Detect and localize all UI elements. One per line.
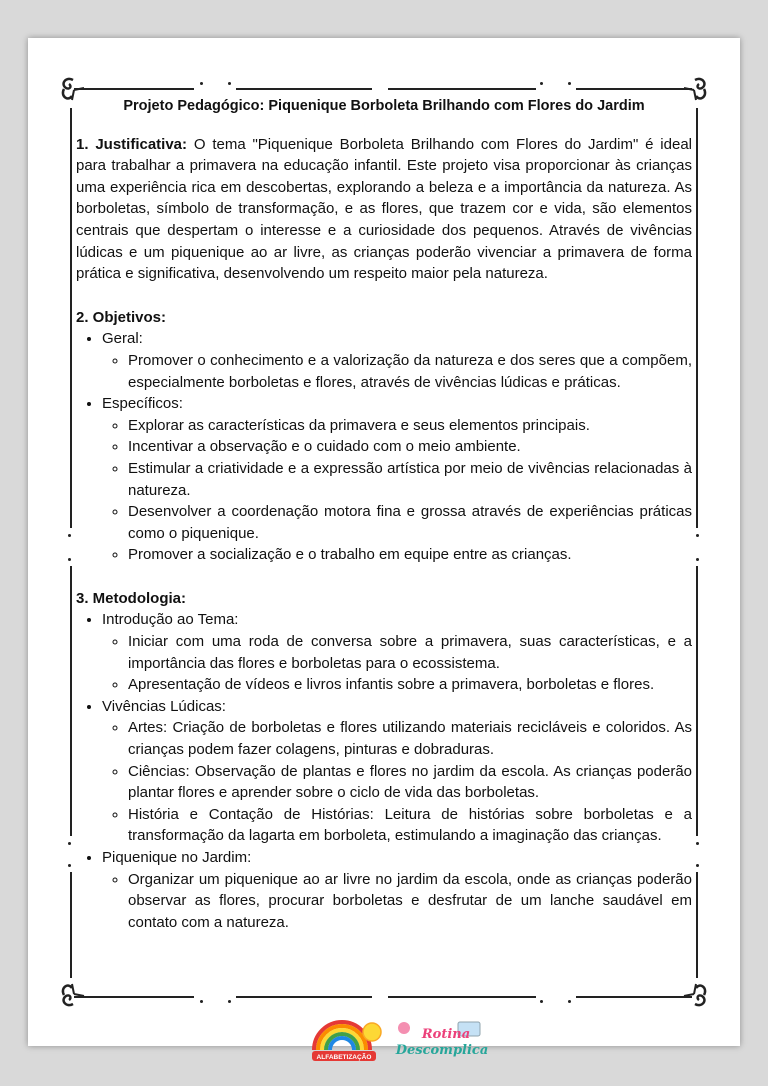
- frame-dot: [200, 1000, 203, 1003]
- frame-dot: [228, 82, 231, 85]
- descomplica-logo-text: Descomplica: [395, 1043, 489, 1058]
- list-item: ◦ Desenvolver a coordenação motora fina e grossa através de experiências práticas como o piquenique.: [128, 501, 692, 544]
- frame-bottom-line: [388, 996, 536, 998]
- frame-bottom-line: [74, 996, 194, 998]
- list-item: [102, 393, 692, 566]
- list-item: ◦ Ciências: Observação de plantas e flores no jardim da escola. As crianças poderão plantar flores e aprender sobre o ciclo de vida das borboletas.: [128, 761, 692, 804]
- list-item: [102, 847, 692, 933]
- sublist: [102, 717, 692, 847]
- frame-top-line: [236, 88, 372, 90]
- frame-left-line: [70, 566, 72, 836]
- frame-top-line: [74, 88, 194, 90]
- frame-left-line: [70, 872, 72, 978]
- rainbow-logo-icon: [312, 1022, 381, 1061]
- metodologia-vivencias-label: Vivências Lúdicas:: [102, 697, 226, 715]
- frame-right-line: [696, 872, 698, 978]
- list-item: ◦ Artes: Criação de borboletas e flores utilizando materiais recicláveis e coloridos. As crianças podem fazer colagens, pinturas e dobraduras.: [128, 717, 692, 760]
- frame-top-line: [576, 88, 692, 90]
- frame-dot: [696, 864, 699, 867]
- frame-dot: [568, 82, 571, 85]
- frame-dot: [540, 82, 543, 85]
- list-item: ◦ Promover o conhecimento e a valorização da natureza e dos seres que a compõem, especialmente borboletas e flores, através de vivências lúdicas e práticas.: [128, 350, 692, 393]
- list-item: ◦ Incentivar a observação e o cuidado com o meio ambiente.: [128, 436, 692, 458]
- justificativa-paragraph: [76, 134, 692, 285]
- descomplica-logo-icon: [395, 1022, 489, 1058]
- list-item: ◦ Estimular a criatividade e a expressão artística por meio de vivências relacionadas à natureza.: [128, 458, 692, 501]
- frame-dot: [696, 558, 699, 561]
- frame-top-line: [388, 88, 536, 90]
- frame-dot: [540, 1000, 543, 1003]
- rainbow-logo-text: ALFABETIZAÇÃO: [316, 1054, 372, 1061]
- justificativa-heading: 1. Justificativa:: [76, 135, 188, 153]
- document-content: [76, 96, 692, 933]
- metodologia-list: [76, 609, 692, 933]
- document-title: Projeto Pedagógico: Piquenique Borboleta Brilhando com Flores do Jardim: [123, 98, 645, 114]
- frame-dot: [696, 534, 699, 537]
- frame-dot: [68, 558, 71, 561]
- sublist: [102, 631, 692, 696]
- frame-dot: [568, 1000, 571, 1003]
- frame-bottom-line: [236, 996, 372, 998]
- frame-left-line: [70, 108, 72, 528]
- list-item: [102, 328, 692, 393]
- objetivos-list: [76, 328, 692, 566]
- frame-dot: [68, 842, 71, 845]
- list-item: ◦ Apresentação de vídeos e livros infantis sobre a primavera, borboletas e flores.: [128, 674, 692, 696]
- frame-dot: [228, 1000, 231, 1003]
- svg-text:Rotina: Rotina: [421, 1027, 471, 1042]
- frame-bottom-line: [576, 996, 692, 998]
- list-item: [102, 609, 692, 695]
- frame-dot: [68, 534, 71, 537]
- frame-right-line: [696, 108, 698, 528]
- objetivos-especificos-label: Específicos:: [102, 395, 183, 413]
- list-item: ◦ Iniciar com uma roda de conversa sobre a primavera, suas características, e a importância das flores e borboletas para o ecossistema.: [128, 631, 692, 674]
- sublist: [102, 869, 692, 934]
- list-item: ◦ História e Contação de Histórias: Leitura de histórias sobre borboletas e a transformação da lagarta em borboleta, estimulando a imaginação das crianças.: [128, 804, 692, 847]
- sublist: [102, 350, 692, 393]
- list-item: [102, 696, 692, 847]
- metodologia-heading: 3. Metodologia:: [76, 589, 186, 607]
- objetivos-heading: 2. Objetivos:: [76, 308, 167, 326]
- corner-ornament-icon: [682, 982, 708, 1008]
- metodologia-piquenique-label: Piquenique no Jardim:: [102, 849, 252, 866]
- metodologia-introducao-label: Introdução ao Tema:: [102, 611, 239, 629]
- corner-ornament-icon: [60, 982, 86, 1008]
- frame-dot: [68, 864, 71, 867]
- list-item: ◦ Organizar um piquenique ao ar livre no jardim da escola, onde as crianças poderão observar as flores, procurar borboletas e desfrutar de um lanche saudável em contato com a natureza.: [128, 869, 692, 934]
- footer-logos: [308, 1016, 498, 1062]
- frame-dot: [200, 82, 203, 85]
- objetivos-geral-label: Geral:: [102, 330, 143, 348]
- frame-right-line: [696, 566, 698, 836]
- frame-dot: [696, 842, 699, 845]
- justificativa-text: O tema "Piquenique Borboleta Brilhando com Flores do Jardim" é ideal para trabalhar a primavera na educação infantil. Este projeto visa proporcionar às crianças uma experiência rica em descobertas, explorando a beleza e a importância da natureza. As borboletas, símbolo de transformação, e as flores, que trazem cor e vida, são elementos centrais que despertam o interesse e a curiosidade dos pequenos. Através de vivências lúdicas e um piquenique ao ar livre, as crianças poderão vivenciar a primavera de forma prática e significativa, desenvolvendo um respeito maior pela natureza.: [76, 135, 692, 283]
- list-item: ◦ Promover a socialização e o trabalho em equipe entre as crianças.: [128, 544, 692, 566]
- sublist: [102, 415, 692, 566]
- list-item: ◦ Explorar as características da primavera e seus elementos principais.: [128, 415, 692, 437]
